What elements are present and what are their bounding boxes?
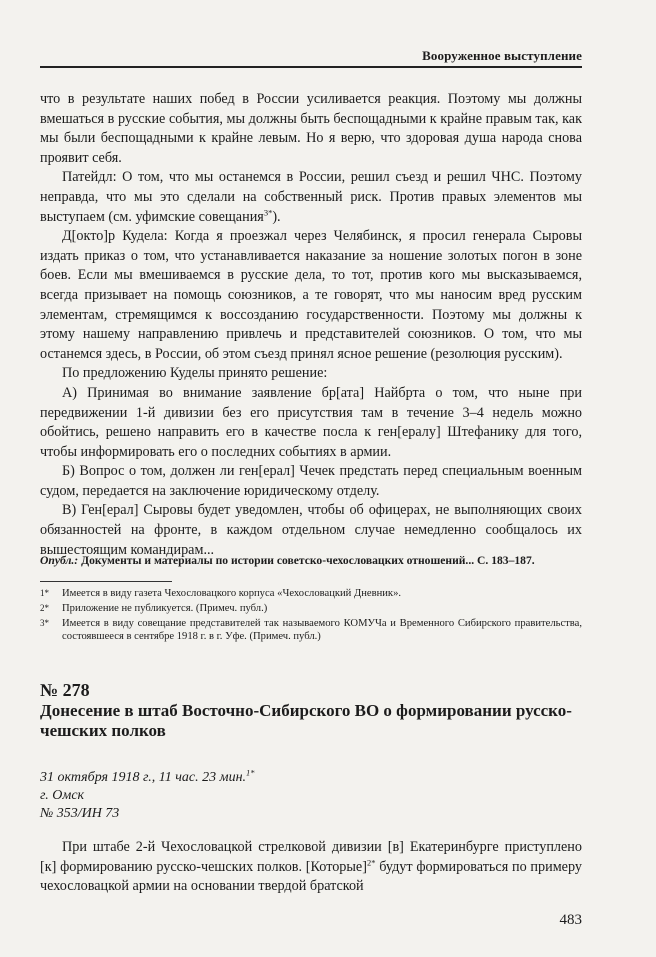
footnotes [40, 587, 582, 645]
document-paragraph [40, 838, 582, 897]
footnote [40, 617, 582, 643]
paragraph-decision-intro: По предложению Куделы принято решение: [62, 365, 328, 382]
footnote-ref-3: 3* [263, 206, 273, 217]
document-paragraph-cont: будут формироваться по примеру чехословацкой армии на основании твердой братской [40, 858, 582, 895]
paragraph-pateidl-end: ). [272, 208, 281, 225]
document-date: 31 октября 1918 г., 11 час. 23 мин. [40, 770, 247, 785]
decision-item-b: Б) Вопрос о том, должен ли ген[ерал] Чечек предстать перед специальным военным судом, передается на заключение юридическому отделу. [40, 463, 582, 499]
publication-label: Опубл.: [40, 554, 79, 567]
document-meta [40, 769, 582, 823]
running-header [40, 46, 582, 68]
document-date-line [40, 769, 582, 787]
footnote [40, 602, 582, 615]
decision-item-c: В) Ген[ерал] Сыровы будет уведомлен, чтобы об офицерах, не выполняющих своих обязанностей на фронте, в каждом отдельном случае немедленно сообщалось их вышестоящим командирам... [40, 502, 582, 558]
main-text [40, 90, 582, 560]
footnote-mark: 3* [40, 618, 49, 628]
document-place: г. Омск [40, 788, 85, 803]
footnote-text: Имеется в виду газета Чехословацкого корпуса «Чехословацкий Дневник». [62, 588, 402, 599]
page-number: 483 [559, 912, 582, 928]
footnote-text: Имеется в виду совещание представителей так называемого КОМУЧа и Временного Сибирского правительства, состоявшееся в сентябре 1918 г. в г. Уфе. (Примеч. публ.) [62, 618, 582, 642]
footnote [40, 587, 582, 600]
document-paragraph-text: При штабе 2-й Чехословацкой стрелковой дивизии [в] Екатеринбурге приступлено [к] формированию русско-чешских полков. [Которые] [40, 839, 582, 875]
document-number: № 278 [40, 680, 90, 700]
footnote-mark: 1* [40, 588, 49, 598]
running-header-title: Вооруженное выступление [422, 48, 582, 63]
footnote-ref-1: 1* [246, 767, 255, 778]
paragraph-pateidl [40, 168, 582, 227]
paragraph-pateidl-text: Патейдл: О том, что мы останемся в России, решил съезд и решил ЧНС. Поэтому неправда, что мы это сделали на собственный риск. Против правых элементов мы выступаем (см. уфимские совещания [40, 169, 582, 225]
document-ref: № 353/ИН 73 [40, 806, 120, 821]
decision-item-a: А) Принимая во внимание заявление бр[ата] Найбрта о том, что ныне при передвижении 1-й дивизии без его присутствия там в течение 3–4 недель можно обойтись, решено направить его в качестве посла к ген[ералу] Штефанику для того, чтобы информировать его о последних событиях в армии. [40, 384, 582, 460]
footnote-text: Приложение не публикуется. (Примеч. публ.) [62, 603, 268, 614]
publication-note [40, 553, 582, 568]
document-heading [40, 680, 582, 741]
publication-text: Документы и материалы по истории советско-чехословацких отношений... С. 183–187. [81, 554, 535, 567]
footnote-mark: 2* [40, 603, 49, 613]
paragraph-kudela: Д[окто]р Кудела: Когда я проезжал через Челябинск, я просил генерала Сыровы издать приказ о том, что устанавливается наказание за ношение золотых погон в зоне боев. Если мы вмешиваемся в русские дела, то тот, против кого мы высказываемся, всегда призывает на помощь союзников, а те говорят, что мы наносим вред русским элементам, стремящимся к воссозданию государственности. Поэтому мы должны к этому нашему направлению привлечь и представителей союзников. О том, что мы останемся здесь, в России, об этом съезд принял ясное решение (резолюция русским). [40, 228, 582, 362]
footnote-ref-2: 2* [366, 856, 376, 867]
header-rule [40, 66, 582, 68]
document-text [40, 838, 582, 897]
document-title: Донесение в штаб Восточно-Сибирского ВО о формировании русско-чешских полков [40, 701, 572, 740]
footnote-rule [40, 581, 172, 582]
paragraph-continuation: что в результате наших побед в России усиливается реакция. Поэтому мы должны вмешаться в русские события, мы должны быть беспощадными к крайне правым так, как мы были беспощадными к крайне левым. Но я верю, что здоровая душа народа снова проявит себя. [40, 91, 582, 166]
